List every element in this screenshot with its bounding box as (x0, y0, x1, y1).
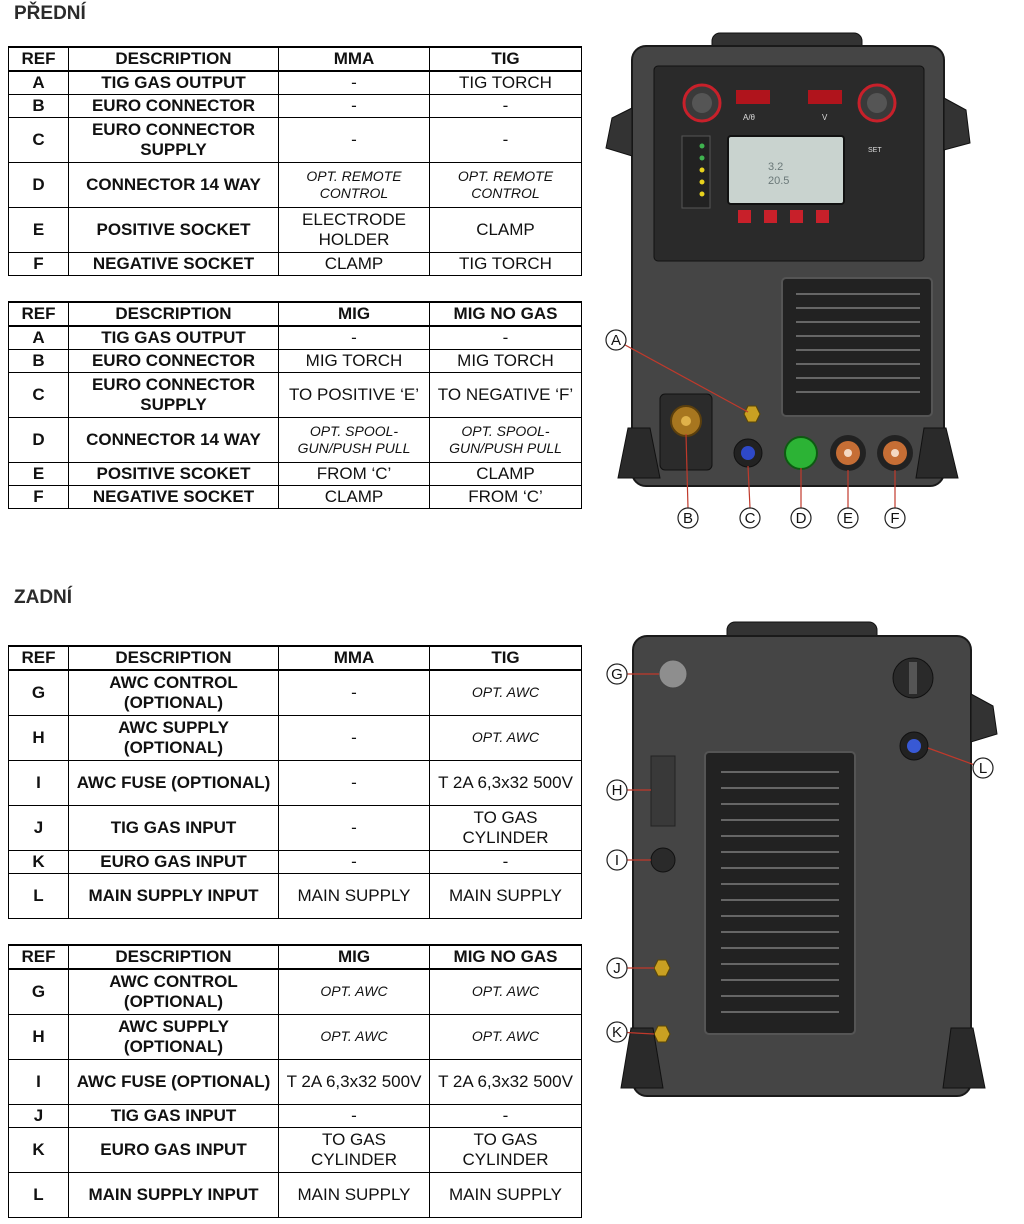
mode-value-cell: T 2A 6,3x32 500V (279, 1059, 430, 1104)
mode-value-cell: TO GAS CYLINDER (430, 1127, 582, 1172)
mode-value-cell: - (430, 117, 582, 162)
ref-cell: J (9, 1104, 69, 1127)
description-cell: EURO CONNECTOR SUPPLY (69, 372, 279, 417)
description-cell: AWC CONTROL (OPTIONAL) (69, 670, 279, 715)
column-header: MIG (279, 302, 430, 326)
description-cell: TIG GAS OUTPUT (69, 326, 279, 349)
table-row (9, 117, 582, 162)
awc-control-cap-icon (659, 660, 687, 688)
callout-label-f: F (890, 510, 900, 527)
mode-value-cell: - (279, 805, 430, 850)
ref-cell: K (9, 850, 69, 873)
mode-value-cell: - (279, 1104, 430, 1127)
mode-value-cell: TIG TORCH (430, 252, 582, 275)
table-row (9, 462, 582, 485)
set-label: SET (868, 147, 882, 154)
column-header: REF (9, 945, 69, 969)
ref-cell: A (9, 71, 69, 94)
column-header: DESCRIPTION (69, 945, 279, 969)
rear-side-handle (971, 694, 997, 742)
description-cell: CONNECTOR 14 WAY (69, 162, 279, 207)
lcd-value-2: 20.5 (768, 175, 790, 187)
ref-cell: B (9, 94, 69, 117)
mode-value-cell: - (279, 117, 430, 162)
mode-value-cell: TO GAS CYLINDER (430, 805, 582, 850)
rear-table-mma-tig (8, 645, 582, 919)
mode-value-cell: - (430, 850, 582, 873)
mode-value-cell: MAIN SUPPLY (430, 1172, 582, 1217)
awc-fuse-icon (651, 848, 675, 872)
description-cell: POSITIVE SCOKET (69, 462, 279, 485)
ref-cell: E (9, 462, 69, 485)
table-header-row (9, 646, 582, 670)
ref-cell: G (9, 969, 69, 1014)
ref-cell: I (9, 760, 69, 805)
front-heading: PŘEDNÍ (14, 3, 86, 24)
ref-cell: C (9, 117, 69, 162)
mode-value-cell: TO POSITIVE ‘E’ (279, 372, 430, 417)
callout-label-a: A (610, 332, 622, 349)
column-header: MMA (279, 646, 430, 670)
table-row (9, 850, 582, 873)
column-header: DESCRIPTION (69, 302, 279, 326)
mode-value-cell: - (279, 760, 430, 805)
lcd-value-1: 3.2 (768, 161, 784, 173)
ref-cell: B (9, 349, 69, 372)
ref-cell: H (9, 715, 69, 760)
description-cell: EURO GAS INPUT (69, 850, 279, 873)
table-row (9, 372, 582, 417)
awc-supply-panel (651, 756, 675, 826)
table-row (9, 873, 582, 918)
description-cell: AWC SUPPLY (OPTIONAL) (69, 715, 279, 760)
front-callouts (590, 28, 1020, 538)
table-row (9, 1127, 582, 1172)
mode-value-cell: OPT. SPOOL-GUN/PUSH PULL (279, 417, 430, 462)
description-cell: NEGATIVE SOCKET (69, 252, 279, 275)
table-row (9, 485, 582, 508)
description-cell: TIG GAS OUTPUT (69, 71, 279, 94)
mode-value-cell: OPT. SPOOL-GUN/PUSH PULL (430, 417, 582, 462)
front-table-mma-tig (8, 46, 582, 276)
column-header: REF (9, 646, 69, 670)
ref-cell: D (9, 417, 69, 462)
mode-value-cell: CLAMP (279, 485, 430, 508)
mode-value-cell: CLAMP (279, 252, 430, 275)
description-cell: CONNECTOR 14 WAY (69, 417, 279, 462)
column-header: TIG (430, 47, 582, 71)
mode-value-cell: TO NEGATIVE ‘F’ (430, 372, 582, 417)
mode-value-cell: OPT. REMOTE CONTROL (279, 162, 430, 207)
table-row (9, 760, 582, 805)
column-header: TIG (430, 646, 582, 670)
rear-vent-grille (705, 752, 855, 1034)
ref-cell: G (9, 670, 69, 715)
tig-gas-input-icon (654, 960, 670, 976)
table-row (9, 207, 582, 252)
ref-cell: E (9, 207, 69, 252)
description-cell: AWC FUSE (OPTIONAL) (69, 1059, 279, 1104)
table-row (9, 1104, 582, 1127)
callout-label-d: D (795, 510, 807, 527)
mode-value-cell: ELECTRODE HOLDER (279, 207, 430, 252)
mode-value-cell: FROM ‘C’ (430, 485, 582, 508)
knob-left-label: A/θ (743, 113, 756, 122)
mode-value-cell: FROM ‘C’ (279, 462, 430, 485)
table-row (9, 1014, 582, 1059)
table-row (9, 1059, 582, 1104)
mode-value-cell: - (279, 94, 430, 117)
table-header-row (9, 945, 582, 969)
description-cell: NEGATIVE SOCKET (69, 485, 279, 508)
rear-machine-illustration (595, 614, 1020, 1104)
mode-value-cell: - (279, 850, 430, 873)
mode-value-cell: - (430, 326, 582, 349)
table-header-row (9, 47, 582, 71)
description-cell: EURO CONNECTOR SUPPLY (69, 117, 279, 162)
column-header: DESCRIPTION (69, 646, 279, 670)
description-cell: AWC SUPPLY (OPTIONAL) (69, 1014, 279, 1059)
knob-right-label: V (822, 113, 828, 122)
mode-value-cell: OPT. AWC (430, 670, 582, 715)
table-row (9, 349, 582, 372)
mode-value-cell: OPT. AWC (430, 715, 582, 760)
ref-cell: F (9, 252, 69, 275)
column-header: MMA (279, 47, 430, 71)
table-row (9, 1172, 582, 1217)
mode-value-cell: - (279, 326, 430, 349)
mode-value-cell: OPT. AWC (279, 1014, 430, 1059)
callout-label-h: H (611, 782, 623, 799)
mode-value-cell: OPT. AWC (430, 1014, 582, 1059)
table-row (9, 162, 582, 207)
column-header: DESCRIPTION (69, 47, 279, 71)
mode-value-cell: - (279, 715, 430, 760)
callout-label-k: K (611, 1024, 623, 1041)
callout-label-l: L (978, 760, 988, 777)
description-cell: EURO GAS INPUT (69, 1127, 279, 1172)
table-row (9, 670, 582, 715)
ref-cell: A (9, 326, 69, 349)
callout-label-b: B (682, 510, 694, 527)
description-cell: MAIN SUPPLY INPUT (69, 1172, 279, 1217)
mode-value-cell: MIG TORCH (279, 349, 430, 372)
column-header: REF (9, 47, 69, 71)
mode-value-cell: OPT. AWC (430, 969, 582, 1014)
callout-label-g: G (611, 666, 623, 683)
mode-value-cell: TIG TORCH (430, 71, 582, 94)
mode-value-cell: TO GAS CYLINDER (279, 1127, 430, 1172)
description-cell: POSITIVE SOCKET (69, 207, 279, 252)
mode-value-cell: MAIN SUPPLY (279, 1172, 430, 1217)
table-row (9, 94, 582, 117)
mode-value-cell: - (430, 1104, 582, 1127)
mode-value-cell: MIG TORCH (430, 349, 582, 372)
ref-cell: I (9, 1059, 69, 1104)
callout-label-e: E (842, 510, 854, 527)
mode-value-cell: OPT. AWC (279, 969, 430, 1014)
mode-value-cell: CLAMP (430, 462, 582, 485)
ref-cell: F (9, 485, 69, 508)
mode-value-cell: - (279, 670, 430, 715)
mode-value-cell: MAIN SUPPLY (430, 873, 582, 918)
column-header: MIG NO GAS (430, 945, 582, 969)
column-header: REF (9, 302, 69, 326)
description-cell: AWC FUSE (OPTIONAL) (69, 760, 279, 805)
column-header: MIG (279, 945, 430, 969)
description-cell: EURO CONNECTOR (69, 349, 279, 372)
rear-heading: ZADNÍ (14, 587, 73, 608)
table-row (9, 417, 582, 462)
table-row (9, 252, 582, 275)
mode-value-cell: T 2A 6,3x32 500V (430, 760, 582, 805)
front-table-mig (8, 301, 582, 509)
mode-value-cell: - (279, 71, 430, 94)
ref-cell: L (9, 1172, 69, 1217)
description-cell: TIG GAS INPUT (69, 1104, 279, 1127)
table-row (9, 969, 582, 1014)
description-cell: EURO CONNECTOR (69, 94, 279, 117)
mode-value-cell: - (430, 94, 582, 117)
description-cell: TIG GAS INPUT (69, 805, 279, 850)
table-row (9, 326, 582, 349)
rear-table-mig (8, 944, 582, 1218)
column-header: MIG NO GAS (430, 302, 582, 326)
ref-cell: J (9, 805, 69, 850)
mode-value-cell: T 2A 6,3x32 500V (430, 1059, 582, 1104)
table-header-row (9, 302, 582, 326)
table-row (9, 71, 582, 94)
ref-cell: C (9, 372, 69, 417)
ref-cell: D (9, 162, 69, 207)
ref-cell: K (9, 1127, 69, 1172)
ref-cell: H (9, 1014, 69, 1059)
callout-label-c: C (744, 510, 756, 527)
mode-value-cell: CLAMP (430, 207, 582, 252)
euro-gas-input-icon (654, 1026, 670, 1042)
rear-foot-right (943, 1028, 985, 1088)
table-row (9, 805, 582, 850)
mode-value-cell: OPT. REMOTE CONTROL (430, 162, 582, 207)
description-cell: MAIN SUPPLY INPUT (69, 873, 279, 918)
description-cell: AWC CONTROL (OPTIONAL) (69, 969, 279, 1014)
table-row (9, 715, 582, 760)
mode-value-cell: MAIN SUPPLY (279, 873, 430, 918)
callout-label-j: J (613, 960, 621, 977)
callout-label-i: I (614, 852, 620, 869)
ref-cell: L (9, 873, 69, 918)
